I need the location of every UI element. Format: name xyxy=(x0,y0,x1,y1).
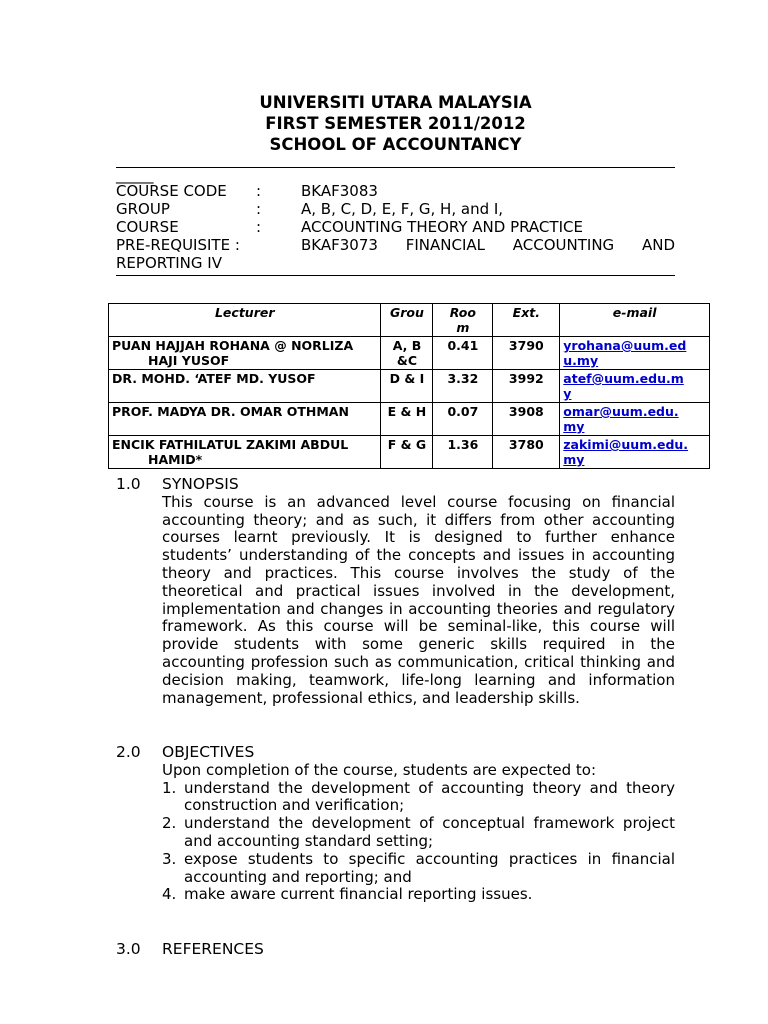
email-link[interactable]: omar@uum.edu. my xyxy=(563,404,679,434)
prerequisite-value: BKAF3073 FINANCIAL ACCOUNTING AND xyxy=(301,236,675,254)
references-section xyxy=(116,941,675,959)
lecturer-room: 1.36 xyxy=(433,436,493,469)
lecturer-name: PUAN HAJJAH ROHANA @ NORLIZA HAJI YUSOF xyxy=(109,337,381,370)
email-link[interactable]: atef@uum.edu.m y xyxy=(563,371,684,401)
synopsis-section xyxy=(116,476,675,707)
course-code-sep: : xyxy=(256,182,262,200)
group-sep: : xyxy=(256,200,262,218)
lecturer-email xyxy=(560,436,710,469)
course-code-label: COURSE CODE xyxy=(116,182,227,200)
lecturer-table xyxy=(108,303,710,469)
course-code-row xyxy=(116,182,675,200)
table-row xyxy=(109,403,710,436)
lecturer-ext: 3790 xyxy=(493,337,560,370)
document-page xyxy=(116,92,675,276)
header-room: Roo m xyxy=(433,304,493,337)
prerequisite-continuation: REPORTING IV xyxy=(116,254,222,272)
email-link[interactable]: zakimi@uum.edu. my xyxy=(563,437,689,467)
references-title: REFERENCES xyxy=(162,940,264,958)
list-item: 1. understand the development of accounting theory and theory construction and verification; xyxy=(162,778,675,815)
group-value: A, B, C, D, E, F, G, H, and I, xyxy=(301,200,504,218)
objectives-list xyxy=(162,780,675,905)
lecturer-group: E & H xyxy=(381,403,433,436)
course-value: ACCOUNTING THEORY AND PRACTICE xyxy=(301,218,583,236)
synopsis-title: SYNOPSIS xyxy=(162,475,239,493)
document-header xyxy=(116,92,675,155)
lecturer-name: ENCIK FATHILATUL ZAKIMI ABDUL HAMID* xyxy=(109,436,381,469)
references-heading xyxy=(116,941,675,959)
table-row xyxy=(109,337,710,370)
table-header-row xyxy=(109,304,710,337)
semester-title: FIRST SEMESTER 2011/2012 xyxy=(265,114,526,133)
synopsis-number: 1.0 xyxy=(116,475,141,493)
prerequisite-label: PRE-REQUISITE : xyxy=(116,236,240,254)
divider-stub: _____ xyxy=(116,166,154,184)
lecturer-group: D & I xyxy=(381,370,433,403)
list-item: 4. make aware current financial reporting issues. xyxy=(162,885,533,904)
references-number: 3.0 xyxy=(116,940,141,958)
lecturer-ext: 3992 xyxy=(493,370,560,403)
lecturer-room: 3.32 xyxy=(433,370,493,403)
list-item: 2. understand the development of conceptual framework project and accounting standard setting; xyxy=(162,814,675,850)
school-name: SCHOOL OF ACCOUNTANCY xyxy=(269,135,522,154)
list-item: 3. expose students to specific accounting practices in financial accounting and reporting; and xyxy=(162,849,675,886)
lecturer-email xyxy=(560,337,710,370)
group-label: GROUP xyxy=(116,200,170,218)
header-lecturer: Lecturer xyxy=(109,304,381,337)
prerequisite-row xyxy=(116,236,675,254)
header-email: e-mail xyxy=(560,304,710,337)
lecturer-group: A, B &C xyxy=(381,337,433,370)
objectives-title: OBJECTIVES xyxy=(162,743,255,761)
course-row xyxy=(116,218,675,236)
objectives-section xyxy=(116,744,675,904)
lecturer-name: PROF. MADYA DR. OMAR OTHMAN xyxy=(109,403,381,436)
email-link[interactable]: yrohana@uum.ed u.my xyxy=(563,338,687,368)
table-row xyxy=(109,436,710,469)
header-ext: Ext. xyxy=(493,304,560,337)
objectives-heading xyxy=(116,744,675,762)
header-group: Grou xyxy=(381,304,433,337)
lecturer-ext: 3908 xyxy=(493,403,560,436)
lecturer-email xyxy=(560,403,710,436)
bottom-divider xyxy=(116,275,675,276)
course-code-value: BKAF3083 xyxy=(301,182,378,200)
objectives-intro: Upon completion of the course, students are expected to: xyxy=(162,760,596,779)
lecturer-group: F & G xyxy=(381,436,433,469)
course-sep: : xyxy=(256,218,262,236)
synopsis-text: This course is an advanced level course focusing on financial accounting theory; and as such, it differs from other accounting courses learnt previously. It is designed to further enhance students’ understanding of the concepts and issues in accounting theory and practices. This course involves the study of the theoretical and practical issues involved in the development, implementation and changes in accounting theories and regulatory framework. As this course will be seminal-like, this course will provide students with some generic skills required in the accounting profession such as communication, critical thinking and decision making, teamwork, life-long learning and information management, professional ethics, and leadership skills. xyxy=(162,492,675,707)
objectives-number: 2.0 xyxy=(116,743,141,761)
synopsis-heading xyxy=(116,476,675,494)
prerequisite-cont-row xyxy=(116,254,675,272)
lecturer-room: 0.41 xyxy=(433,337,493,370)
university-name: UNIVERSITI UTARA MALAYSIA xyxy=(259,93,532,112)
course-label: COURSE xyxy=(116,218,179,236)
lecturer-room: 0.07 xyxy=(433,403,493,436)
lecturer-ext: 3780 xyxy=(493,436,560,469)
group-row xyxy=(116,200,675,218)
lecturer-name: DR. MOHD. ‘ATEF MD. YUSOF xyxy=(109,370,381,403)
course-info xyxy=(116,182,675,272)
table-row xyxy=(109,370,710,403)
lecturer-email xyxy=(560,370,710,403)
